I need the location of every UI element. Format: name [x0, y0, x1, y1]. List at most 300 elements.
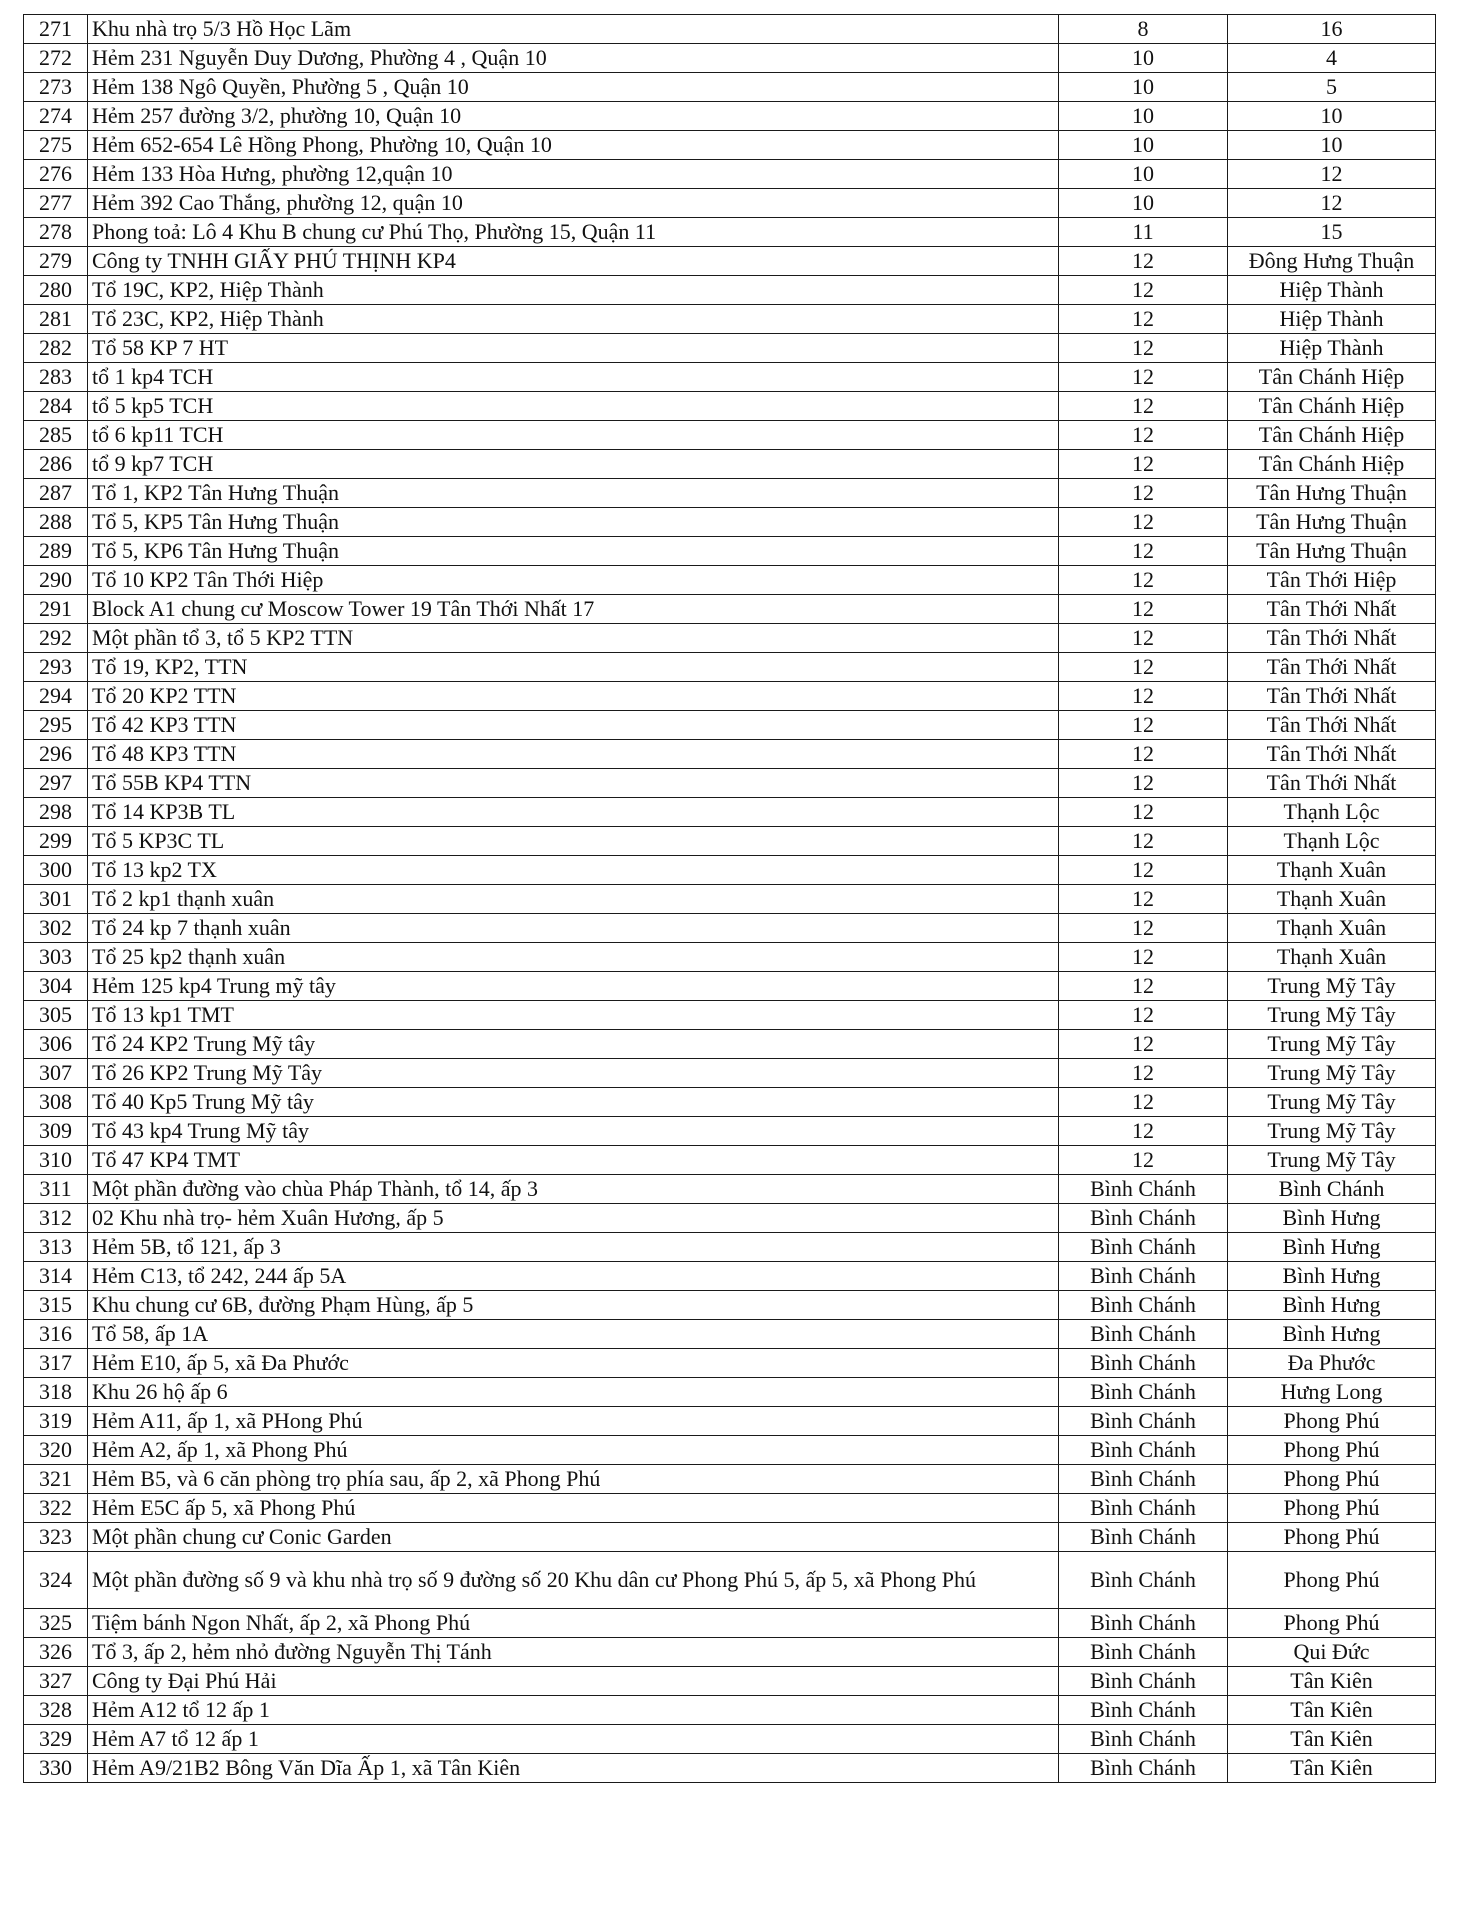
location-cell: Tổ 25 kp2 thạnh xuân — [88, 943, 1059, 972]
district-cell: 12 — [1059, 537, 1228, 566]
location-cell: Hẻm B5, và 6 căn phòng trọ phía sau, ấp 2, xã Phong Phú — [88, 1465, 1059, 1494]
location-cell: Tổ 58, ấp 1A — [88, 1320, 1059, 1349]
district-cell: Bình Chánh — [1059, 1436, 1228, 1465]
ward-cell: Tân Chánh Hiệp — [1228, 450, 1436, 479]
table-row — [24, 1552, 1436, 1609]
table-row — [24, 595, 1436, 624]
location-cell: Hẻm A7 tổ 12 ấp 1 — [88, 1725, 1059, 1754]
location-cell: Tổ 14 KP3B TL — [88, 798, 1059, 827]
row-number-cell: 310 — [24, 1146, 88, 1175]
table-row — [24, 1523, 1436, 1552]
district-cell: 10 — [1059, 131, 1228, 160]
row-number-cell: 279 — [24, 247, 88, 276]
district-cell: Bình Chánh — [1059, 1696, 1228, 1725]
district-cell: Bình Chánh — [1059, 1494, 1228, 1523]
district-cell: Bình Chánh — [1059, 1407, 1228, 1436]
location-cell: Tiệm bánh Ngon Nhất, ấp 2, xã Phong Phú — [88, 1609, 1059, 1638]
location-cell: tổ 9 kp7 TCH — [88, 450, 1059, 479]
table-row — [24, 218, 1436, 247]
row-number-cell: 292 — [24, 624, 88, 653]
ward-cell: Qui Đức — [1228, 1638, 1436, 1667]
district-cell: 12 — [1059, 653, 1228, 682]
district-cell: 12 — [1059, 682, 1228, 711]
ward-cell: Phong Phú — [1228, 1523, 1436, 1552]
ward-cell: Thạnh Lộc — [1228, 798, 1436, 827]
table-row — [24, 1754, 1436, 1783]
location-cell: Hẻm 257 đường 3/2, phường 10, Quận 10 — [88, 102, 1059, 131]
ward-cell: Bình Hưng — [1228, 1233, 1436, 1262]
location-cell: Hẻm 231 Nguyễn Duy Dương, Phường 4 , Quận 10 — [88, 44, 1059, 73]
district-cell: 10 — [1059, 73, 1228, 102]
location-cell: Công ty Đại Phú Hải — [88, 1667, 1059, 1696]
table-row — [24, 566, 1436, 595]
row-number-cell: 325 — [24, 1609, 88, 1638]
ward-cell: Bình Hưng — [1228, 1291, 1436, 1320]
row-number-cell: 328 — [24, 1696, 88, 1725]
table-row — [24, 943, 1436, 972]
table-row — [24, 682, 1436, 711]
table-row — [24, 189, 1436, 218]
row-number-cell: 326 — [24, 1638, 88, 1667]
district-cell: Bình Chánh — [1059, 1523, 1228, 1552]
district-cell: 12 — [1059, 334, 1228, 363]
row-number-cell: 278 — [24, 218, 88, 247]
row-number-cell: 295 — [24, 711, 88, 740]
location-cell: Tổ 19C, KP2, Hiệp Thành — [88, 276, 1059, 305]
location-cell: Hẻm 5B, tổ 121, ấp 3 — [88, 1233, 1059, 1262]
row-number-cell: 298 — [24, 798, 88, 827]
district-cell: 12 — [1059, 914, 1228, 943]
district-cell: 12 — [1059, 624, 1228, 653]
ward-cell: Tân Kiên — [1228, 1696, 1436, 1725]
table-row — [24, 769, 1436, 798]
district-cell: Bình Chánh — [1059, 1638, 1228, 1667]
district-cell: Bình Chánh — [1059, 1175, 1228, 1204]
ward-cell: Tân Chánh Hiệp — [1228, 392, 1436, 421]
location-cell: Tổ 20 KP2 TTN — [88, 682, 1059, 711]
district-cell: 12 — [1059, 1088, 1228, 1117]
row-number-cell: 283 — [24, 363, 88, 392]
row-number-cell: 287 — [24, 479, 88, 508]
district-cell: 12 — [1059, 827, 1228, 856]
row-number-cell: 324 — [24, 1552, 88, 1609]
table-row — [24, 508, 1436, 537]
district-cell: Bình Chánh — [1059, 1204, 1228, 1233]
ward-cell: 12 — [1228, 160, 1436, 189]
ward-cell: Trung Mỹ Tây — [1228, 1059, 1436, 1088]
row-number-cell: 305 — [24, 1001, 88, 1030]
district-cell: 12 — [1059, 943, 1228, 972]
row-number-cell: 327 — [24, 1667, 88, 1696]
table-row — [24, 1349, 1436, 1378]
district-cell: 11 — [1059, 218, 1228, 247]
district-cell: 12 — [1059, 1117, 1228, 1146]
row-number-cell: 286 — [24, 450, 88, 479]
ward-cell: 5 — [1228, 73, 1436, 102]
ward-cell: Tân Hưng Thuận — [1228, 479, 1436, 508]
table-row — [24, 798, 1436, 827]
row-number-cell: 304 — [24, 972, 88, 1001]
ward-cell: Bình Hưng — [1228, 1204, 1436, 1233]
district-cell: 12 — [1059, 450, 1228, 479]
table-row — [24, 276, 1436, 305]
location-cell: Tổ 5, KP6 Tân Hưng Thuận — [88, 537, 1059, 566]
table-row — [24, 1204, 1436, 1233]
location-cell: Tổ 10 KP2 Tân Thới Hiệp — [88, 566, 1059, 595]
district-cell: Bình Chánh — [1059, 1320, 1228, 1349]
ward-cell: 10 — [1228, 102, 1436, 131]
table-row — [24, 1030, 1436, 1059]
district-cell: 12 — [1059, 392, 1228, 421]
location-cell: Một phần tổ 3, tổ 5 KP2 TTN — [88, 624, 1059, 653]
table-row — [24, 1667, 1436, 1696]
district-cell: 12 — [1059, 247, 1228, 276]
table-row — [24, 885, 1436, 914]
district-cell: Bình Chánh — [1059, 1378, 1228, 1407]
ward-cell: Hiệp Thành — [1228, 334, 1436, 363]
table-row — [24, 102, 1436, 131]
ward-cell: Trung Mỹ Tây — [1228, 1030, 1436, 1059]
ward-cell: Tân Kiên — [1228, 1725, 1436, 1754]
location-cell: Tổ 13 kp2 TX — [88, 856, 1059, 885]
district-cell: Bình Chánh — [1059, 1233, 1228, 1262]
row-number-cell: 329 — [24, 1725, 88, 1754]
ward-cell: Tân Hưng Thuận — [1228, 508, 1436, 537]
ward-cell: Hưng Long — [1228, 1378, 1436, 1407]
district-cell: 12 — [1059, 421, 1228, 450]
ward-cell: 16 — [1228, 15, 1436, 44]
location-cell: Block A1 chung cư Moscow Tower 19 Tân Thới Nhất 17 — [88, 595, 1059, 624]
row-number-cell: 312 — [24, 1204, 88, 1233]
location-cell: Hẻm E5C ấp 5, xã Phong Phú — [88, 1494, 1059, 1523]
row-number-cell: 277 — [24, 189, 88, 218]
table-row — [24, 334, 1436, 363]
district-cell: 12 — [1059, 798, 1228, 827]
ward-cell: Bình Hưng — [1228, 1320, 1436, 1349]
location-cell: Tổ 24 KP2 Trung Mỹ tây — [88, 1030, 1059, 1059]
district-cell: 12 — [1059, 1059, 1228, 1088]
row-number-cell: 275 — [24, 131, 88, 160]
location-cell: Hẻm 133 Hòa Hưng, phường 12,quận 10 — [88, 160, 1059, 189]
location-cell: Hẻm A9/21B2 Bông Văn Dĩa Ấp 1, xã Tân Kiên — [88, 1754, 1059, 1783]
row-number-cell: 289 — [24, 537, 88, 566]
row-number-cell: 294 — [24, 682, 88, 711]
ward-cell: Bình Chánh — [1228, 1175, 1436, 1204]
district-cell: 12 — [1059, 972, 1228, 1001]
row-number-cell: 301 — [24, 885, 88, 914]
table-row — [24, 1291, 1436, 1320]
table-row — [24, 160, 1436, 189]
location-cell: Hẻm 392 Cao Thắng, phường 12, quận 10 — [88, 189, 1059, 218]
ward-cell: Tân Thới Nhất — [1228, 711, 1436, 740]
table-row — [24, 479, 1436, 508]
ward-cell: Trung Mỹ Tây — [1228, 972, 1436, 1001]
location-cell: Hẻm A11, ấp 1, xã PHong Phú — [88, 1407, 1059, 1436]
table-row — [24, 914, 1436, 943]
district-cell: Bình Chánh — [1059, 1262, 1228, 1291]
table-row — [24, 856, 1436, 885]
location-cell: Hẻm 138 Ngô Quyền, Phường 5 , Quận 10 — [88, 73, 1059, 102]
table-row — [24, 1494, 1436, 1523]
ward-cell: Tân Hưng Thuận — [1228, 537, 1436, 566]
row-number-cell: 271 — [24, 15, 88, 44]
district-cell: Bình Chánh — [1059, 1552, 1228, 1609]
location-cell: Công ty TNHH GIẤY PHÚ THỊNH KP4 — [88, 247, 1059, 276]
ward-cell: Thạnh Xuân — [1228, 856, 1436, 885]
table-row — [24, 305, 1436, 334]
district-cell: 12 — [1059, 276, 1228, 305]
location-cell: Tổ 43 kp4 Trung Mỹ tây — [88, 1117, 1059, 1146]
row-number-cell: 285 — [24, 421, 88, 450]
ward-cell: Phong Phú — [1228, 1407, 1436, 1436]
location-cell: Tổ 5 KP3C TL — [88, 827, 1059, 856]
location-cell: Tổ 24 kp 7 thạnh xuân — [88, 914, 1059, 943]
ward-cell: Thạnh Xuân — [1228, 943, 1436, 972]
row-number-cell: 288 — [24, 508, 88, 537]
row-number-cell: 317 — [24, 1349, 88, 1378]
table-row — [24, 1117, 1436, 1146]
district-cell: 12 — [1059, 566, 1228, 595]
location-cell: tổ 5 kp5 TCH — [88, 392, 1059, 421]
location-cell: Tổ 47 KP4 TMT — [88, 1146, 1059, 1175]
district-cell: 12 — [1059, 885, 1228, 914]
location-cell: Tổ 5, KP5 Tân Hưng Thuận — [88, 508, 1059, 537]
district-cell: 12 — [1059, 711, 1228, 740]
row-number-cell: 300 — [24, 856, 88, 885]
district-cell: 12 — [1059, 1030, 1228, 1059]
ward-cell: Tân Thới Nhất — [1228, 653, 1436, 682]
district-cell: 10 — [1059, 44, 1228, 73]
district-cell: 12 — [1059, 1001, 1228, 1030]
table-row — [24, 624, 1436, 653]
row-number-cell: 282 — [24, 334, 88, 363]
row-number-cell: 316 — [24, 1320, 88, 1349]
location-cell: Tổ 26 KP2 Trung Mỹ Tây — [88, 1059, 1059, 1088]
row-number-cell: 318 — [24, 1378, 88, 1407]
row-number-cell: 314 — [24, 1262, 88, 1291]
table-row — [24, 740, 1436, 769]
table-row — [24, 1146, 1436, 1175]
ward-cell: 4 — [1228, 44, 1436, 73]
table-row — [24, 1059, 1436, 1088]
district-cell: Bình Chánh — [1059, 1667, 1228, 1696]
location-cell: 02 Khu nhà trọ- hẻm Xuân Hương, ấp 5 — [88, 1204, 1059, 1233]
row-number-cell: 321 — [24, 1465, 88, 1494]
district-cell: 12 — [1059, 305, 1228, 334]
district-cell: 12 — [1059, 769, 1228, 798]
row-number-cell: 322 — [24, 1494, 88, 1523]
district-cell: 12 — [1059, 856, 1228, 885]
table-row — [24, 1175, 1436, 1204]
location-cell: tổ 6 kp11 TCH — [88, 421, 1059, 450]
district-cell: 12 — [1059, 740, 1228, 769]
ward-cell: Tân Thới Nhất — [1228, 682, 1436, 711]
table-row — [24, 44, 1436, 73]
ward-cell: Tân Thới Nhất — [1228, 769, 1436, 798]
location-cell: Hẻm 652-654 Lê Hồng Phong, Phường 10, Quận 10 — [88, 131, 1059, 160]
row-number-cell: 297 — [24, 769, 88, 798]
ward-cell: 15 — [1228, 218, 1436, 247]
ward-cell: 12 — [1228, 189, 1436, 218]
ward-cell: Tân Thới Nhất — [1228, 595, 1436, 624]
row-number-cell: 281 — [24, 305, 88, 334]
location-cell: Một phần đường vào chùa Pháp Thành, tổ 14, ấp 3 — [88, 1175, 1059, 1204]
ward-cell: Phong Phú — [1228, 1494, 1436, 1523]
district-cell: 12 — [1059, 363, 1228, 392]
table-row — [24, 392, 1436, 421]
ward-cell: Tân Chánh Hiệp — [1228, 363, 1436, 392]
location-cell: Tổ 2 kp1 thạnh xuân — [88, 885, 1059, 914]
table-row — [24, 1696, 1436, 1725]
location-cell: tổ 1 kp4 TCH — [88, 363, 1059, 392]
table-row — [24, 450, 1436, 479]
ward-cell: Trung Mỹ Tây — [1228, 1001, 1436, 1030]
row-number-cell: 280 — [24, 276, 88, 305]
district-cell: 12 — [1059, 595, 1228, 624]
table-row — [24, 1320, 1436, 1349]
district-cell: Bình Chánh — [1059, 1465, 1228, 1494]
ward-cell: Hiệp Thành — [1228, 305, 1436, 334]
table-row — [24, 1378, 1436, 1407]
location-cell: Tổ 13 kp1 TMT — [88, 1001, 1059, 1030]
table-body — [24, 15, 1436, 1783]
table-row — [24, 421, 1436, 450]
table-row — [24, 1088, 1436, 1117]
row-number-cell: 315 — [24, 1291, 88, 1320]
ward-cell: Bình Hưng — [1228, 1262, 1436, 1291]
district-cell: Bình Chánh — [1059, 1754, 1228, 1783]
district-cell: 10 — [1059, 160, 1228, 189]
district-cell: 12 — [1059, 1146, 1228, 1175]
ward-cell: Tân Kiên — [1228, 1667, 1436, 1696]
row-number-cell: 303 — [24, 943, 88, 972]
row-number-cell: 299 — [24, 827, 88, 856]
row-number-cell: 291 — [24, 595, 88, 624]
district-cell: 10 — [1059, 102, 1228, 131]
location-cell: Tổ 55B KP4 TTN — [88, 769, 1059, 798]
table-row — [24, 1609, 1436, 1638]
district-cell: Bình Chánh — [1059, 1291, 1228, 1320]
location-cell: Khu chung cư 6B, đường Phạm Hùng, ấp 5 — [88, 1291, 1059, 1320]
ward-cell: Tân Thới Hiệp — [1228, 566, 1436, 595]
location-cell: Hẻm A2, ấp 1, xã Phong Phú — [88, 1436, 1059, 1465]
ward-cell: Đa Phước — [1228, 1349, 1436, 1378]
row-number-cell: 276 — [24, 160, 88, 189]
table-row — [24, 1725, 1436, 1754]
ward-cell: Thạnh Xuân — [1228, 914, 1436, 943]
row-number-cell: 284 — [24, 392, 88, 421]
location-cell: Phong toả: Lô 4 Khu B chung cư Phú Thọ, Phường 15, Quận 11 — [88, 218, 1059, 247]
location-cell: Tổ 42 KP3 TTN — [88, 711, 1059, 740]
district-cell: 12 — [1059, 479, 1228, 508]
location-cell: Hẻm 125 kp4 Trung mỹ tây — [88, 972, 1059, 1001]
location-cell: Hẻm E10, ấp 5, xã Đa Phước — [88, 1349, 1059, 1378]
table-row — [24, 537, 1436, 566]
table-row — [24, 711, 1436, 740]
district-cell: 10 — [1059, 189, 1228, 218]
table-row — [24, 1233, 1436, 1262]
ward-cell: Thạnh Xuân — [1228, 885, 1436, 914]
row-number-cell: 302 — [24, 914, 88, 943]
row-number-cell: 308 — [24, 1088, 88, 1117]
table-row — [24, 1001, 1436, 1030]
ward-cell: Thạnh Lộc — [1228, 827, 1436, 856]
ward-cell: Phong Phú — [1228, 1552, 1436, 1609]
table-row — [24, 247, 1436, 276]
row-number-cell: 323 — [24, 1523, 88, 1552]
table-row — [24, 653, 1436, 682]
table-row — [24, 73, 1436, 102]
location-cell: Hẻm A12 tổ 12 ấp 1 — [88, 1696, 1059, 1725]
table-row — [24, 1262, 1436, 1291]
location-cell: Khu nhà trọ 5/3 Hồ Học Lãm — [88, 15, 1059, 44]
row-number-cell: 273 — [24, 73, 88, 102]
row-number-cell: 313 — [24, 1233, 88, 1262]
table-row — [24, 15, 1436, 44]
district-cell: 12 — [1059, 508, 1228, 537]
district-cell: Bình Chánh — [1059, 1609, 1228, 1638]
ward-cell: Hiệp Thành — [1228, 276, 1436, 305]
location-cell: Tổ 1, KP2 Tân Hưng Thuận — [88, 479, 1059, 508]
row-number-cell: 320 — [24, 1436, 88, 1465]
table-row — [24, 363, 1436, 392]
location-cell: Hẻm C13, tổ 242, 244 ấp 5A — [88, 1262, 1059, 1291]
row-number-cell: 293 — [24, 653, 88, 682]
ward-cell: Đông Hưng Thuận — [1228, 247, 1436, 276]
table-row — [24, 1465, 1436, 1494]
ward-cell: Trung Mỹ Tây — [1228, 1088, 1436, 1117]
location-cell: Tổ 19, KP2, TTN — [88, 653, 1059, 682]
row-number-cell: 307 — [24, 1059, 88, 1088]
table-row — [24, 1436, 1436, 1465]
location-cell: Tổ 23C, KP2, Hiệp Thành — [88, 305, 1059, 334]
row-number-cell: 296 — [24, 740, 88, 769]
district-cell: Bình Chánh — [1059, 1349, 1228, 1378]
ward-cell: 10 — [1228, 131, 1436, 160]
location-cell: Tổ 40 Kp5 Trung Mỹ tây — [88, 1088, 1059, 1117]
location-cell: Tổ 58 KP 7 HT — [88, 334, 1059, 363]
row-number-cell: 311 — [24, 1175, 88, 1204]
ward-cell: Phong Phú — [1228, 1609, 1436, 1638]
location-cell: Một phần chung cư Conic Garden — [88, 1523, 1059, 1552]
location-cell: Tổ 3, ấp 2, hẻm nhỏ đường Nguyễn Thị Tánh — [88, 1638, 1059, 1667]
table-row — [24, 1407, 1436, 1436]
district-cell: 8 — [1059, 15, 1228, 44]
table-row — [24, 1638, 1436, 1667]
row-number-cell: 309 — [24, 1117, 88, 1146]
district-cell: Bình Chánh — [1059, 1725, 1228, 1754]
table-row — [24, 972, 1436, 1001]
ward-cell: Tân Kiên — [1228, 1754, 1436, 1783]
ward-cell: Phong Phú — [1228, 1465, 1436, 1494]
row-number-cell: 272 — [24, 44, 88, 73]
row-number-cell: 274 — [24, 102, 88, 131]
row-number-cell: 319 — [24, 1407, 88, 1436]
location-cell: Tổ 48 KP3 TTN — [88, 740, 1059, 769]
row-number-cell: 290 — [24, 566, 88, 595]
row-number-cell: 306 — [24, 1030, 88, 1059]
location-cell: Khu 26 hộ ấp 6 — [88, 1378, 1059, 1407]
ward-cell: Tân Chánh Hiệp — [1228, 421, 1436, 450]
ward-cell: Trung Mỹ Tây — [1228, 1117, 1436, 1146]
ward-cell: Tân Thới Nhất — [1228, 740, 1436, 769]
location-cell: Một phần đường số 9 và khu nhà trọ số 9 đường số 20 Khu dân cư Phong Phú 5, ấp 5, xã Phong Phú — [88, 1552, 1059, 1609]
lockdown-location-table — [23, 14, 1436, 1783]
ward-cell: Tân Thới Nhất — [1228, 624, 1436, 653]
row-number-cell: 330 — [24, 1754, 88, 1783]
table-row — [24, 827, 1436, 856]
ward-cell: Phong Phú — [1228, 1436, 1436, 1465]
